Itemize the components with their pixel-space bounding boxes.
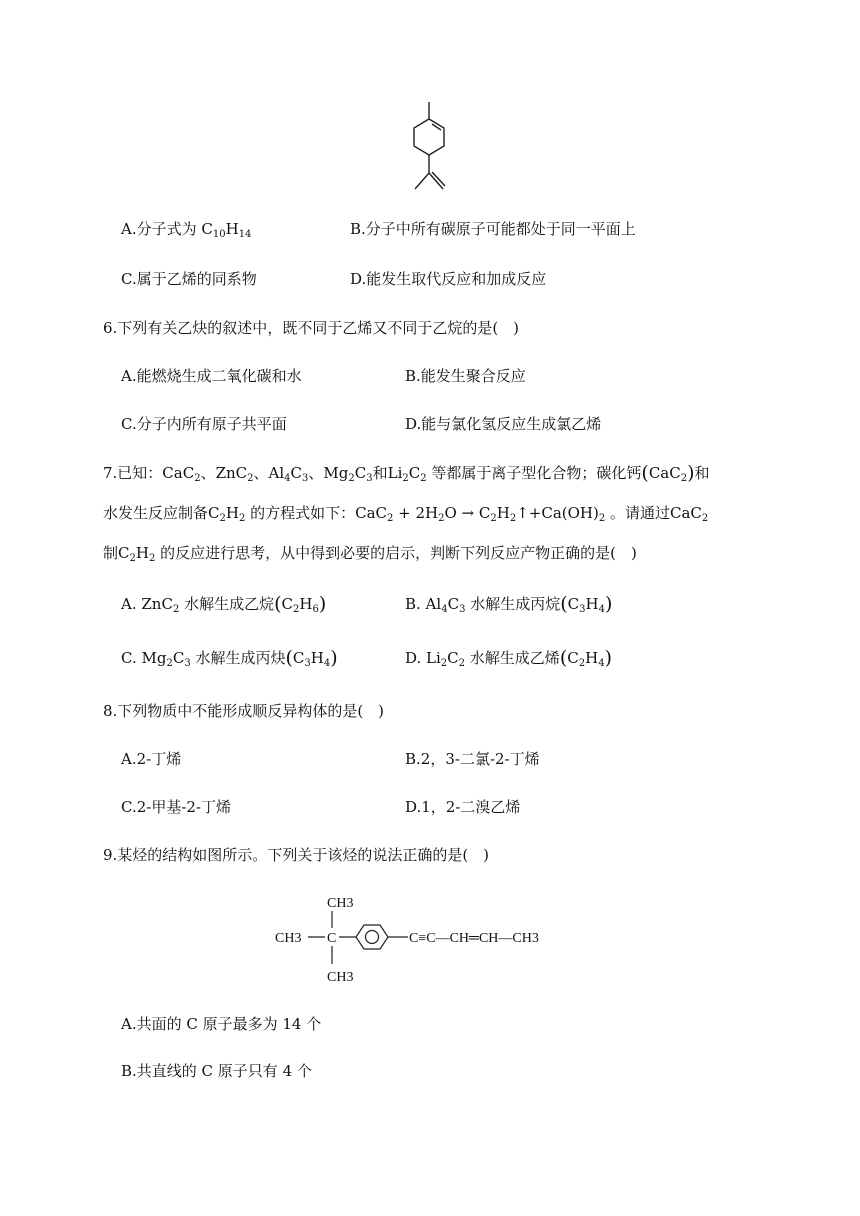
q7-option-a[interactable]: A. ZnC$_2$ 水解生成乙烷$(C_2H_6)$ — [121, 593, 327, 615]
q6-stem: 6.下列有关乙炔的叙述中，既不同于乙烯又不同于乙烷的是( ) — [103, 319, 520, 337]
limonene-structure — [395, 98, 455, 194]
q8-option-d[interactable]: D.1，2-二溴乙烯 — [405, 798, 521, 816]
q7-option-c[interactable]: C. $Mg_2C_3$ 水解生成丙炔$(C_3H_4)$ — [121, 647, 338, 669]
q9-stem: 9.某烃的结构如图所示。下列关于该烃的说法正确的是( ) — [103, 846, 490, 864]
q7-option-d[interactable]: D. $Li_2C_2$ 水解生成乙烯$(C_2H_4)$ — [405, 647, 612, 669]
ch3-left-label: CH3 — [275, 931, 302, 946]
q5-option-b[interactable]: B.分子中所有碳原子可能都处于同一平面上 — [350, 220, 636, 238]
q8-stem: 8.下列物质中不能形成顺反异构体的是( ) — [103, 702, 385, 720]
q9-option-a[interactable]: A.共面的 C 原子最多为 14 个 — [121, 1015, 322, 1033]
q7-option-b[interactable]: B. $Al_4C_3$ 水解生成丙烷$(C_3H_4)$ — [405, 593, 613, 615]
q6-option-b[interactable]: B.能发生聚合反应 — [405, 367, 526, 385]
q6-option-a[interactable]: A.能燃烧生成二氧化碳和水 — [121, 367, 302, 385]
q5-option-c[interactable]: C.属于乙烯的同系物 — [121, 270, 257, 288]
q5-option-d[interactable]: D.能发生取代反应和加成反应 — [350, 270, 547, 288]
q9-option-b[interactable]: B.共直线的 C 原子只有 4 个 — [121, 1062, 312, 1080]
q7-stem-line1: 7.已知：CaC$_2$、ZnC$_2$、$Al_4C_3$、$Mg_2C_3$和$Li_2C_2$ 等都属于离子型化合物；碳化钙(CaC$_2$)和 — [103, 462, 710, 484]
q7-stem-line2: 水发生反应制备$C_2H_2$ 的方程式如下：$CaC_2 + 2H_2O$ → $C_2H_2↑+Ca(OH)_2$ 。请通过CaC$_2$ — [103, 504, 709, 524]
ch3-top-label: CH3 — [327, 896, 354, 911]
q5-option-a[interactable]: A.分子式为 $C_{10}H_{14}$ — [121, 220, 252, 240]
ch3-bottom-label: CH3 — [327, 970, 354, 985]
q6-option-d[interactable]: D.能与氯化氢反应生成氯乙烯 — [405, 415, 602, 433]
side-chain-label: C≡C—CH═CH—CH3 — [409, 931, 539, 946]
q8-option-c[interactable]: C.2-甲基-2-丁烯 — [121, 798, 232, 816]
q9-structure — [272, 890, 592, 988]
c-center-label: C — [327, 931, 337, 946]
q7-stem-line3: 制$C_2H_2$ 的反应进行思考，从中得到必要的启示，判断下列反应产物正确的是( ) — [103, 544, 637, 564]
q6-option-c[interactable]: C.分子内所有原子共平面 — [121, 415, 287, 433]
q8-option-b[interactable]: B.2，3-二氯-2-丁烯 — [405, 750, 540, 768]
q8-option-a[interactable]: A.2-丁烯 — [121, 750, 182, 768]
